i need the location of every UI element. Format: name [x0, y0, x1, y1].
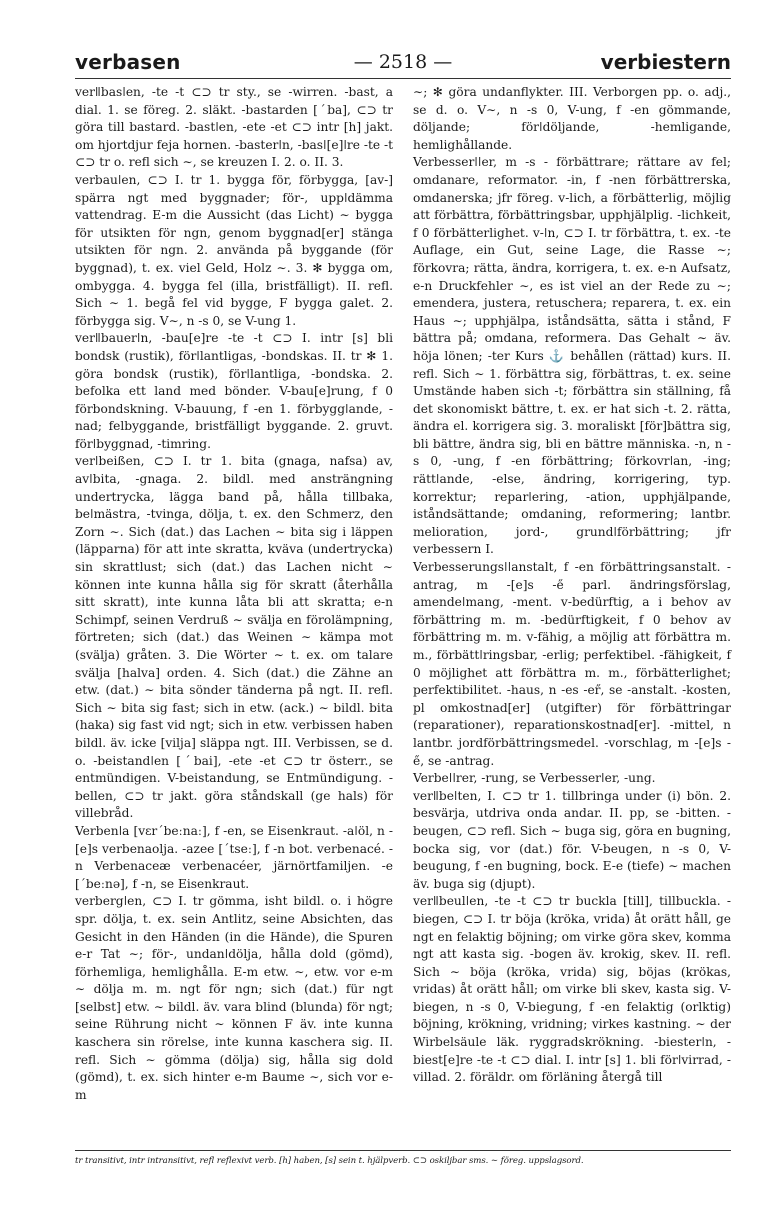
entry-verbeten: verǁbeǀten, I. ⊂⊃ tr 1. tillbringa under (i) bön. 2. besvärja, utdriva onda andar. II. pp, se -bitten. -beugen, ⊂⊃ refl. Sich ∼ buga sig, göra en bugning, bocka sig, vor (dat.) för. V-beugen, n -s 0, V-beugung, f -en bugning, bock. E-e (tiefe) ∼ machen äv. buga sig (djupt). [413, 788, 731, 891]
entry-verbauen: verbauǀen, ⊂⊃ I. tr 1. bygga för, förbygga, [av-] spärra ngt med byggnader; för-, uppǀdämma vattendrag. E-m die Aussicht (das Licht) ∼ bygga för utsikten för ngn, genom byggnad[er] stänga utsikten för ngn. 2. använda på byggande (för byggnad), t. ex. viel Geld, Holz ∼. 3. ✻ bygga om, ombygga. 4. bygga fel (illa, bristfälligt). II. refl. Sich ∼ 1. begå fel vid bygge, F bygga galet. 2. förbygga sig. V∼, n -s 0, se V-ung 1. [75, 172, 393, 328]
abbreviation-key: tr transitivt, intr intransitivt, refl reflexivt verb. [h] haben, [s] sein t. hjälpverb. ⊂⊃ oskiljbar sms. ∼ föreg. uppslagsord. [75, 1156, 584, 1166]
entry-verbena: Verbenǀa [vɛrˊbeːnaː], f -en, se Eisenkraut. -aǀöl, n -[e]s verbenaolja. -azee [ˊtseː], f -n bot. verbenacé. -n Verbenaceæ verbenacéer, järnörtfamiljen. -e [ˊbeːnə], f -n, se Eisenkraut. [75, 823, 393, 891]
left-column [75, 84, 393, 1104]
entry-verbergen: verbergǀen, ⊂⊃ I. tr gömma, isht bildl. o. i högre spr. dölja, t. ex. sein Antlitz, seine Absichten, das Gesicht in den Händen (in die Hände), die Spuren e-r Tat ∼; för-, undanǀdölja, hålla dold (gömd), förhemliga, hemlighålla. E-m etw. ∼, etw. vor e-m ∼ dölja m. m. ngt för ngn; sich (dat.) für ngt [selbst] etw. ∼ bildl. äv. vara blind (blunda) för ngt; seine Rührung nicht ∼ können F äv. inte kunna kaschera sin rörelse, inte kunna kaschera sig. II. refl. Sich ∼ gömma (dölja) sig, hålla sig dold (gömd), t. ex. sich hinter e-m Baume ∼, sich vor e-m [75, 894, 393, 1102]
entry-verbergen-cont: ∼; ✻ göra undanflykter. III. Verborgen pp. o. adj., se d. o. V∼, n -s 0, V-ung, f -en gömmande, döljande; förǀdöljande, -hemligande, hemlighållande. [413, 85, 731, 152]
right-column [413, 84, 731, 1087]
entry-verbesserungsanstalt: Verbesserungsǀǀanstalt, f -en förbättringsanstalt. -antrag, m -[e]s -e̋ parl. ändringsförslag, amendeǀmang, -ment. v-bedürftig, a i behov av förbättring m. m. -bedürftigkeit, f 0 behov av förbättring m. m. v-fähig, a möjlig att förbättra m. m., förbättǀringsbar, -erlig; perfektibel. -fähigkeit, f 0 möjlighet att förbättra m. m., förbätterlighet; perfektibilitet. -haus, n -es -er̋, se -anstalt. -kosten, pl omkostnad[er] (utgifter) för förbättringar (reparationer), reparationskostnad[er]. -mittel, n lantbr. jordförbättringsmedel. -vorschlag, m -[e]s -e̋, se -antrag. [413, 560, 731, 768]
entry-verbauern: verǁbauerǀn, -bau[e]re -te -t ⊂⊃ I. intr [s] bli bondsk (rustik), förǀlantligas, -bondskas. II. tr ✻ 1. göra bondsk (rustik), förǀlantliga, -bondska. 2. befolka ett land med bönder. V-bau[e]rung, f 0 förbondskning. V-bauung, f -en 1. förbyggǀande, -nad; felbyggande, bristfälligt byggande. 2. gruvt. förǀbyggnad, -timring. [75, 331, 393, 451]
header-rule [75, 78, 731, 79]
header-right-guide-word: verbiestern [600, 50, 731, 74]
entry-verbasen: verǁbasǀen, -te -t ⊂⊃ tr sty., se -wirren. -bast, a dial. 1. se föreg. 2. släkt. -bastarden [ˊba], ⊂⊃ tr göra till bastard. -bastǀen, -ete -et ⊂⊃ intr [h] jakt. om hjortdjur feja hornen. -basterǀn, -basǀ[e]ǀre -te -t ⊂⊃ tr o. refl sich ∼, se kreuzen I. 2. o. II. 3. [75, 85, 393, 170]
page-number: — 2518 — [353, 51, 453, 73]
entry-verbesserer: Verbesserǀǀer, m -s - förbättrare; rättare av fel; omdanare, reformator. -in, f -nen förbättrerska, omdanerska; jfr föreg. v-lich, a förbätterlig, möjlig att förbättra, förbättringsbar, upphjälplig. -lichkeit, f 0 förbätterlighet. v-ǀn, ⊂⊃ I. tr förbättra, t. ex. -te Auflage, ein Gut, seine Lage, die Rasse ∼; förkovra; rätta, ändra, korrigera, t. ex. e-n Aufsatz, e-n Druckfehler ∼, es ist viel an der Rede zu ∼; emendera, justera, retuschera; reparera, t. ex. ein Haus ∼; upphjälpa, iståndsätta, sätta i stånd, F bättra på; omdana, reformera. Das Gehalt ∼ äv. höja lönen; -ter Kurs ⚓ behållen (rättad) kurs. II. refl. Sich ∼ 1. förbättra sig, förbättras, t. ex. seine Umstände haben sich -t; förbättra sin ställning, få det skonomiskt bättre, t. ex. er hat sich -t. 2. rätta, ändra el. korrigera sig. 3. moraliskt [för]bättra sig, bli bättre, ändra sig, bli en bättre människa. -n, n -s 0, -ung, f -en förbättring; förkovrǀan, -ing; rättǀande, -else, ändring, korrigering, typ. korrektur; reparǀering, -ation, upphjälpande, iståndsättande; omdaning, reformering; lantbr. melioration, jord-, grundǀförbättring; jfr verbessern I. [413, 155, 731, 557]
entry-verbeulen: verǁbeulǀen, -te -t ⊂⊃ tr buckla [till], tillbuckla. -biegen, ⊂⊃ I. tr böja (kröka, vrida) åt orätt håll, ge ngt en felaktig böjning; om virke göra skev, komma ngt att kasta sig. -bogen äv. krokig, skev. II. refl. Sich ∼ böja (kröka, vrida) sig, böjas (krökas, vridas) åt orätt håll; om virke bli skev, kasta sig. V-biegen, n -s 0, V-biegung, f -en felaktig (orlktig) böjning, krökning, vridning; virkes kastning. ∼ der Wirbelsäule läk. ryggradskrökning. -biesterǀn, -biest[e]re -te -t ⊂⊃ dial. I. intr [s] 1. bli förǀvirrad, -villad. 2. föräldr. om förläning återgå till [413, 894, 731, 1085]
entry-verbeerer: Verbeǀǀrer, -rung, se Verbesserǀer, -ung. [413, 771, 656, 786]
entry-verbeissen: verǀbeißen, ⊂⊃ I. tr 1. bita (gnaga, nafsa) av, avǀbita, -gnaga. 2. bildl. med ansträngning undertrycka, lägga band på, hålla tillbaka, beǀmästra, -tvinga, dölja, t. ex. den Schmerz, den Zorn ∼. Sich (dat.) das Lachen ∼ bita sig i läppen (läpparna) för att inte skratta, kväva (undertrycka) sin skrattlust; sich (dat.) das Lachen nicht ∼ können inte kunna hålla sig för skratt (återhålla sitt skratt), inte kunna låta bli att skratta; e-n Schimpf, seinen Verdruß ∼ svälja en förolämpning, förtreten; sich (dat.) das Weinen ∼ kämpa mot (svälja) gråten. 3. Die Wörter ∼ t. ex. om talare svälja [halva] orden. 4. Sich (dat.) die Zähne an etw. (dat.) ∼ bita sönder tänderna på ngt. II. refl. Sich ∼ bita sig fast; sich in etw. (ack.) ∼ bildl. bita (haka) sig fast vid ngt; sich in etw. verbissen haben bildl. äv. icke [vilja] släppa ngt. III. Verbissen, se d. o. -beistandǀen [ˊbai], -ete -et ⊂⊃ tr österr., se entmündigen. V-beistandung, se Entmündigung. -bellen, ⊂⊃ tr jakt. göra ståndskall (ge hals) för villebråd. [75, 454, 393, 821]
page-header [75, 46, 731, 76]
header-left-guide-word: verbasen [75, 50, 181, 74]
footer-rule [75, 1150, 731, 1151]
